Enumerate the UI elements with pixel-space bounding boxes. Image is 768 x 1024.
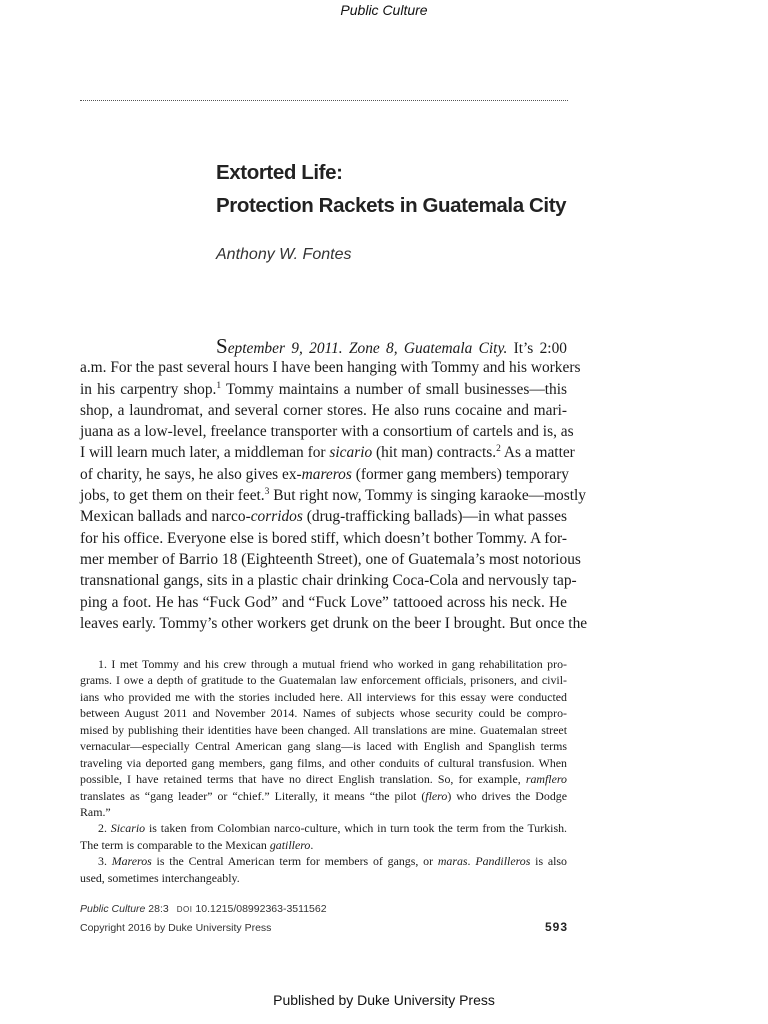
journal-header: Public Culture (340, 2, 428, 18)
body-line: a.m. For the past several hours I have been hanging with Tommy and his workers (80, 359, 581, 377)
body-line: in his carpentry shop.$^1$ Tommy maintains a number of small businesses—this (80, 380, 567, 398)
footnote-line: Ram.” (80, 804, 111, 819)
footnote-line: between August 2011 and November 2014. Names of subjects whose security could be compro- (80, 706, 567, 721)
footnote-line: used, sometimes interchangeably. (80, 870, 240, 885)
footnote-line: 3. Mareros is the Central American term for members of gangs, or maras. Pandilleros is also (98, 854, 568, 869)
body-line: mer member of Barrio 18 (Eighteenth Street), one of Guatemala’s most notorious (80, 550, 581, 568)
page-number: 593 (544, 920, 568, 934)
footnotes (80, 656, 567, 886)
body-line: jobs, to get them on their feet.$^3$ But right now, Tommy is singing karaoke—mostly (80, 486, 586, 505)
body-line: I will learn much later, a middleman for sicario (hit man) contracts.$^2$ As a matter (80, 444, 575, 462)
dotted-divider (80, 100, 568, 101)
dateline: eptember 9, 2011. Zone 8, Guatemala City. (227, 340, 508, 357)
drop-cap: S (216, 334, 228, 358)
publisher-footer: Published by Duke University Press (273, 992, 495, 1008)
footnote-line: 2. Sicario is taken from Colombian narco-culture, which in turn took the term from the Turkish. (98, 821, 568, 836)
article-body (80, 334, 588, 634)
body-line: September 9, 2011. Zone 8, Guatemala City. It’s 2:00 (216, 334, 567, 358)
citation-line: Public Culture 28:3 DOI 10.1215/08992363-3511562 (80, 903, 327, 915)
footnote-line: traveling via deported gang members, gang films, and other conduits of cultural transfusion. When (80, 755, 567, 770)
copyright-notice: Copyright 2016 by Duke University Press (80, 922, 272, 934)
footnote-line: The term is comparable to the Mexican gatillero. (80, 837, 314, 852)
body-line: juana as a low-level, freelance transporter with a consortium of cartels and is, as (80, 423, 574, 441)
doi-link[interactable]: 10.1215/08992363-3511562 (192, 903, 327, 915)
footnote-line: vernacular—especially Central American gang slang—is laced with English and Spanglish terms (80, 739, 567, 754)
body-line: Mexican ballads and narco-corridos (drug-trafficking ballads)—in what passes (80, 508, 567, 526)
footnote-ref-1[interactable]: 1 (216, 380, 222, 391)
footnote-ref-3[interactable]: 3 (264, 486, 270, 497)
footnote-line: ians who provided me with the stories included here. All interviews for this essay were conducted (80, 689, 567, 704)
title-line-2: Protection Rackets in Guatemala City (216, 194, 567, 217)
title-line-1: Extorted Life: (216, 161, 343, 184)
article-title (216, 156, 636, 222)
footnote-ref-2[interactable]: 2 (496, 444, 501, 455)
body-line: leaves early. Tommy’s other workers get drunk on the beer I brought. But once the (80, 614, 588, 632)
footnote-line: 1. I met Tommy and his crew through a mutual friend who worked in gang rehabilitation pro- (98, 657, 567, 671)
body-line: transnational gangs, sits in a plastic chair drinking Coca-Cola and nervously tap- (80, 572, 577, 590)
body-line: ping a foot. He has “Fuck God” and “Fuck Love” tattooed across his neck. He (80, 593, 567, 611)
body-line: of charity, he says, he also gives ex-mareros (former gang members) temporary (80, 465, 569, 483)
body-line: for his office. Everyone else is bored stiff, which doesn’t bother Tommy. A for- (80, 529, 567, 547)
footnote-line: possible, I have retained terms that have no direct English translation. So, for example, ramflero (80, 772, 567, 787)
body-line: shop, a laundromat, and several corner stores. He also runs cocaine and mari- (80, 401, 567, 419)
footnote-line: translates as “gang leader” or “chief.” Literally, it means “the pilot (flero) who drives the Dodge (80, 788, 567, 803)
author-name: Anthony W. Fontes (216, 246, 352, 263)
footnote-line: grams. I owe a depth of gratitude to the Guatemalan law enforcement officials, prisoners, and civil- (80, 673, 567, 688)
footnote-line: mised by publishing their identities have been changed. All translations are mine. Guatemalan street (80, 722, 567, 737)
